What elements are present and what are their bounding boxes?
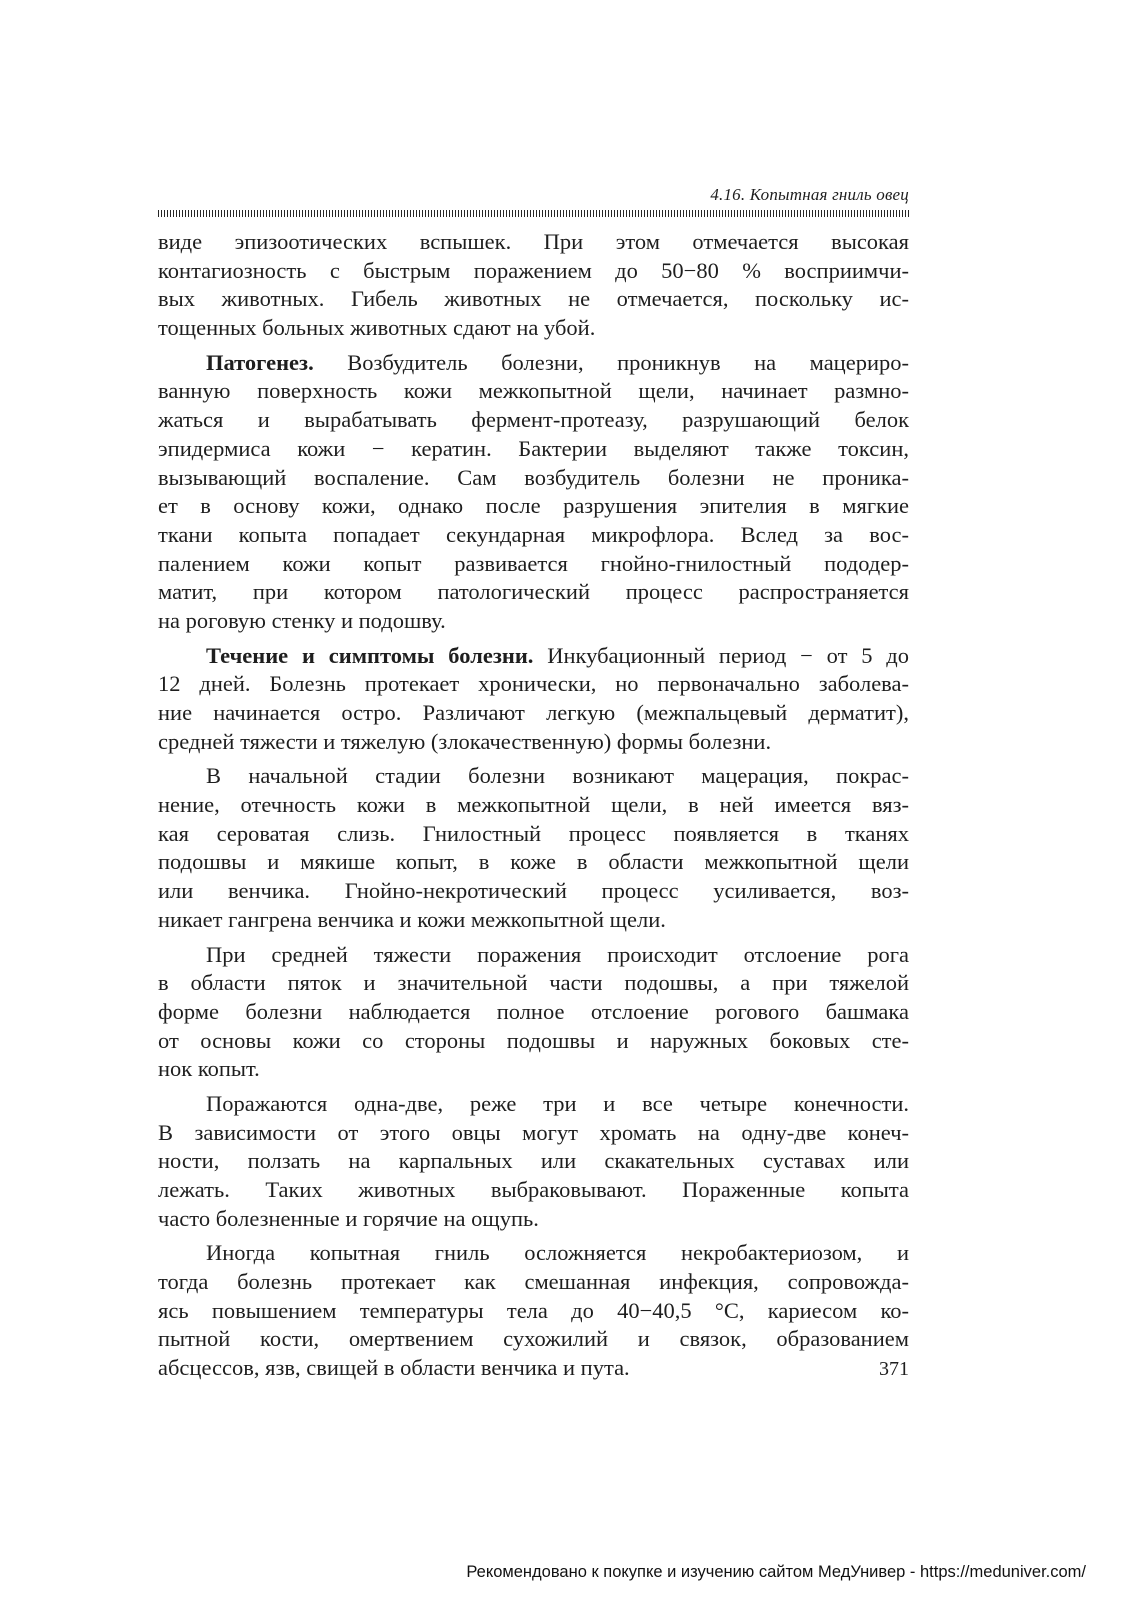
text-line: При средней тяжести поражения происходит отслоение рога: [206, 941, 909, 967]
text-line: лежать. Таких животных выбраковывают. Пораженные копыта: [158, 1177, 909, 1202]
text-line: жаться и вырабатывать фермент-протеазу, разрушающий белок: [158, 407, 909, 433]
text-line: средней тяжести и тяжелую (злокачественную) формы болезни.: [158, 728, 772, 754]
text-line: вых животных. Гибель животных не отмечается, поскольку ис-: [158, 286, 909, 312]
text-line: Иногда копытная гниль осложняется некробактериозом, и: [206, 1240, 909, 1266]
running-header: 4.16. Копытная гниль овец: [710, 185, 909, 204]
text-fragment: Инкубационный период − от 5 до: [533, 642, 910, 668]
header-rule: [158, 210, 909, 217]
text-line: в области пяток и значительной части подошвы, а при тяжелой: [158, 970, 909, 996]
paragraph: [158, 642, 909, 757]
section-heading: Патогенез.: [206, 349, 314, 375]
text-line: или венчика. Гнойно-некротический процесс усиливается, воз-: [158, 878, 909, 904]
text-line: на роговую стенку и подошву.: [158, 607, 446, 633]
text-line: эпидермиса кожи − кератин. Бактерии выделяют также токсин,: [158, 435, 909, 461]
text-line: нок копыт.: [158, 1056, 260, 1082]
text-line: ткани копыта попадает секундарная микрофлора. Вслед за вос-: [158, 521, 909, 547]
footer-recommendation: Рекомендовано к покупке и изучению сайтом МедУнивер - https://meduniver.com/: [466, 1563, 1086, 1581]
text-line: Поражаются одна-две, реже три и все четыре конечности.: [206, 1090, 909, 1116]
text-line: абсцессов, язв, свищей в области венчика и пута.: [158, 1355, 630, 1381]
paragraph: [158, 1090, 909, 1233]
text-line: подошвы и мякише копыт, в коже в области межкопытной щели: [158, 849, 909, 875]
text-line: часто болезненные и горячие на ощупь.: [158, 1205, 539, 1231]
page-body: [158, 228, 909, 1389]
text-line: контагиозность с быстрым поражением до 50−80 % восприимчи-: [158, 257, 909, 283]
text-line: вызывающий воспаление. Сам возбудитель болезни не проника-: [158, 464, 909, 490]
page-number: 371: [879, 1358, 909, 1380]
text-line: ности, ползать на карпальных или скакательных суставах или: [158, 1148, 909, 1174]
text-line: от основы кожи со стороны подошвы и наружных боковых сте-: [158, 1027, 909, 1053]
text-line: В зависимости от этого овцы могут хромать на одну-две конеч-: [158, 1119, 909, 1145]
text-line: кая сероватая слизь. Гнилостный процесс появляется в тканях: [158, 820, 909, 846]
text-fragment: Возбудитель болезни, проникнув на мацериро-: [313, 349, 909, 375]
text-line: [158, 642, 909, 671]
text-line: [158, 349, 909, 378]
paragraph: [158, 349, 909, 636]
text-line: ясь повышением температуры тела до 40−40,5 °С, кариесом ко-: [158, 1297, 909, 1323]
text-line: ет в основу кожи, однако после разрушения эпителия в мягкие: [158, 493, 909, 519]
text-line: форме болезни наблюдается полное отслоение рогового башмака: [158, 998, 909, 1024]
paragraph: [158, 941, 909, 1084]
text-line: ванную поверхность кожи межкопытной щели, начинает размно-: [158, 378, 909, 404]
text-line: В начальной стадии болезни возникают мацерация, покрас-: [206, 763, 909, 789]
section-heading: Течение и симптомы болезни.: [206, 642, 534, 668]
text-line: нение, отечность кожи в межкопытной щели, в ней имеется вяз-: [158, 792, 909, 818]
text-line: пытной кости, омертвением сухожилий и связок, образованием: [158, 1326, 909, 1352]
text-line: виде эпизоотических вспышек. При этом отмечается высокая: [158, 229, 909, 254]
text-line: тощенных больных животных сдают на убой.: [158, 315, 596, 341]
text-line: ние начинается остро. Различают легкую (межпальцевый дерматит),: [158, 700, 909, 725]
text-line: матит, при котором патологический процесс распространяется: [158, 579, 909, 605]
paragraph: [158, 228, 909, 343]
text-line: палением кожи копыт развивается гнойно-гнилостный пододер-: [158, 550, 909, 576]
text-line: тогда болезнь протекает как смешанная инфекция, сопровожда-: [158, 1269, 909, 1295]
text-line: 12 дней. Болезнь протекает хронически, но первоначально заболева-: [158, 671, 909, 697]
text-line: никает гангрена венчика и кожи межкопытной щели.: [158, 906, 666, 932]
paragraph: [158, 762, 909, 934]
